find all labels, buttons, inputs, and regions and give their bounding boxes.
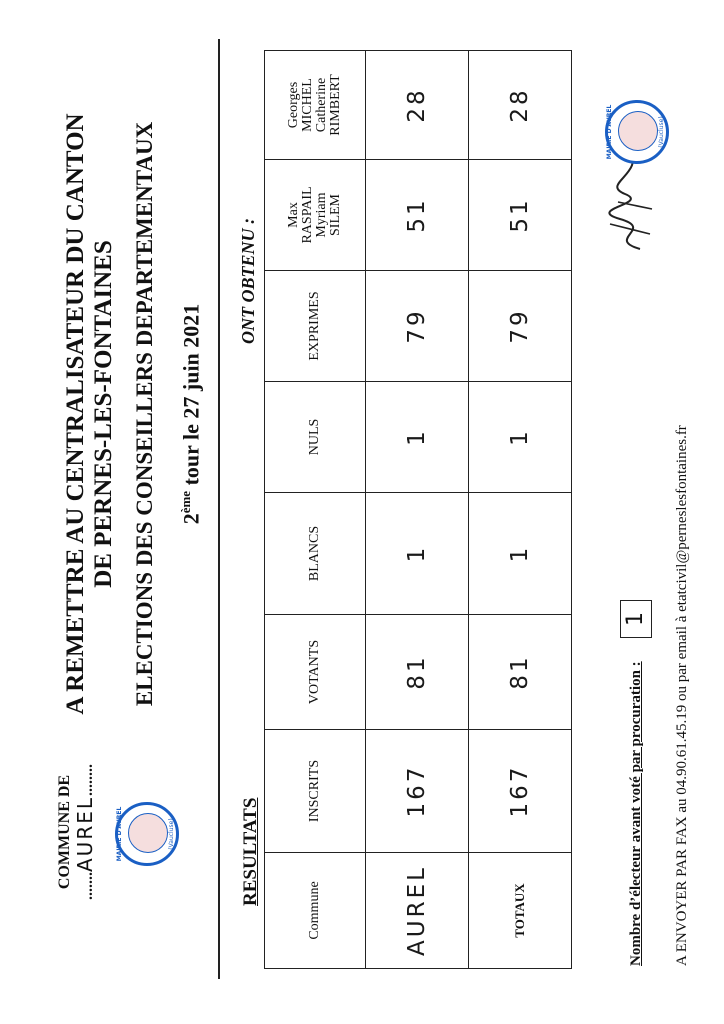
stamp-2-top-text: MAIRIE D'AUREL: [606, 104, 613, 160]
row-totaux: TOTAUX: [469, 853, 572, 969]
stamp-2-bottom-text: (Vaucluse): [658, 116, 665, 148]
cand1-last-2: SILEM: [328, 194, 343, 236]
cell-votants: 81: [366, 615, 469, 730]
divider-line: [218, 39, 220, 979]
cell-candidate-1: 51: [366, 160, 469, 271]
table-header-row: [265, 51, 366, 969]
header-exprimes: EXPRIMES: [265, 271, 366, 382]
commune-label: COMMUNE DE: [56, 774, 73, 890]
mairie-stamp-2: [605, 100, 669, 164]
cell-nuls: 1: [469, 382, 572, 493]
header-inscrits: INSCRITS: [265, 730, 366, 853]
cell-blancs: 1: [469, 493, 572, 615]
cell-exprimes: 79: [366, 271, 469, 382]
commune-value: AUREL: [73, 796, 97, 872]
cand2-last-2: RIMBERT: [328, 74, 343, 136]
cell-inscrits: 167: [469, 730, 572, 853]
ont-obtenu-heading: ONT OBTENU :: [238, 218, 258, 344]
cell-candidate-2: 28: [469, 51, 572, 160]
cand2-first-2: Catherine: [314, 77, 329, 133]
cell-candidate-1: 51: [469, 160, 572, 271]
round-number: 2: [178, 513, 204, 525]
stamp-emblem: [128, 813, 168, 853]
stamp-top-text: MAIRIE D'AUREL: [116, 806, 123, 862]
cell-votants: 81: [469, 615, 572, 730]
mairie-stamp: [115, 802, 179, 866]
table-row: [469, 51, 572, 969]
round-date: [178, 44, 204, 784]
send-instructions: A ENVOYER PAR FAX au 04.90.61.45.19 ou par email à etatcivil@perneslesfontaines.fr: [674, 425, 690, 966]
stamp-2-emblem: [618, 111, 658, 151]
cand1-first: Max: [286, 202, 301, 228]
header-candidate-1: [265, 160, 366, 271]
cell-exprimes: 79: [469, 271, 572, 382]
cand1-last: RASPAIL: [300, 186, 315, 244]
header-candidate-2: [265, 51, 366, 160]
commune-value-line: .......AUREL........: [73, 764, 97, 900]
row-commune: AUREL: [366, 853, 469, 969]
cell-inscrits: 167: [366, 730, 469, 853]
table-row: [366, 51, 469, 969]
cell-candidate-2: 28: [366, 51, 469, 160]
procuration-value: 1: [620, 600, 652, 638]
stamp-bottom-text: (Vaucluse): [168, 818, 175, 850]
procuration-label: Nombre d’électeur avant voté par procuration :: [628, 661, 644, 966]
election-title: ELECTIONS DES CONSEILLERS DEPARTEMENTAUX: [132, 121, 157, 707]
cand1-first-2: Myriam: [314, 192, 329, 238]
header-votants: VOTANTS: [265, 615, 366, 730]
cand2-first: Georges: [286, 81, 301, 129]
results-table: [264, 50, 572, 969]
header-nuls: NULS: [265, 382, 366, 493]
round-text: tour le 27 juin 2021: [178, 303, 204, 491]
round-suffix: ème: [178, 490, 193, 514]
title-line-2: DE PERNES-LES-FONTAINES: [90, 240, 117, 588]
header-blancs: BLANCS: [265, 493, 366, 615]
cell-blancs: 1: [366, 493, 469, 615]
title-line-1: A REMETTRE AU CENTRALISATEUR DU CANTON: [62, 113, 89, 715]
header-commune: Commune: [265, 853, 366, 969]
cell-nuls: 1: [366, 382, 469, 493]
resultats-heading: RESULTATS: [240, 797, 261, 906]
cand2-last: MICHEL: [300, 78, 315, 132]
